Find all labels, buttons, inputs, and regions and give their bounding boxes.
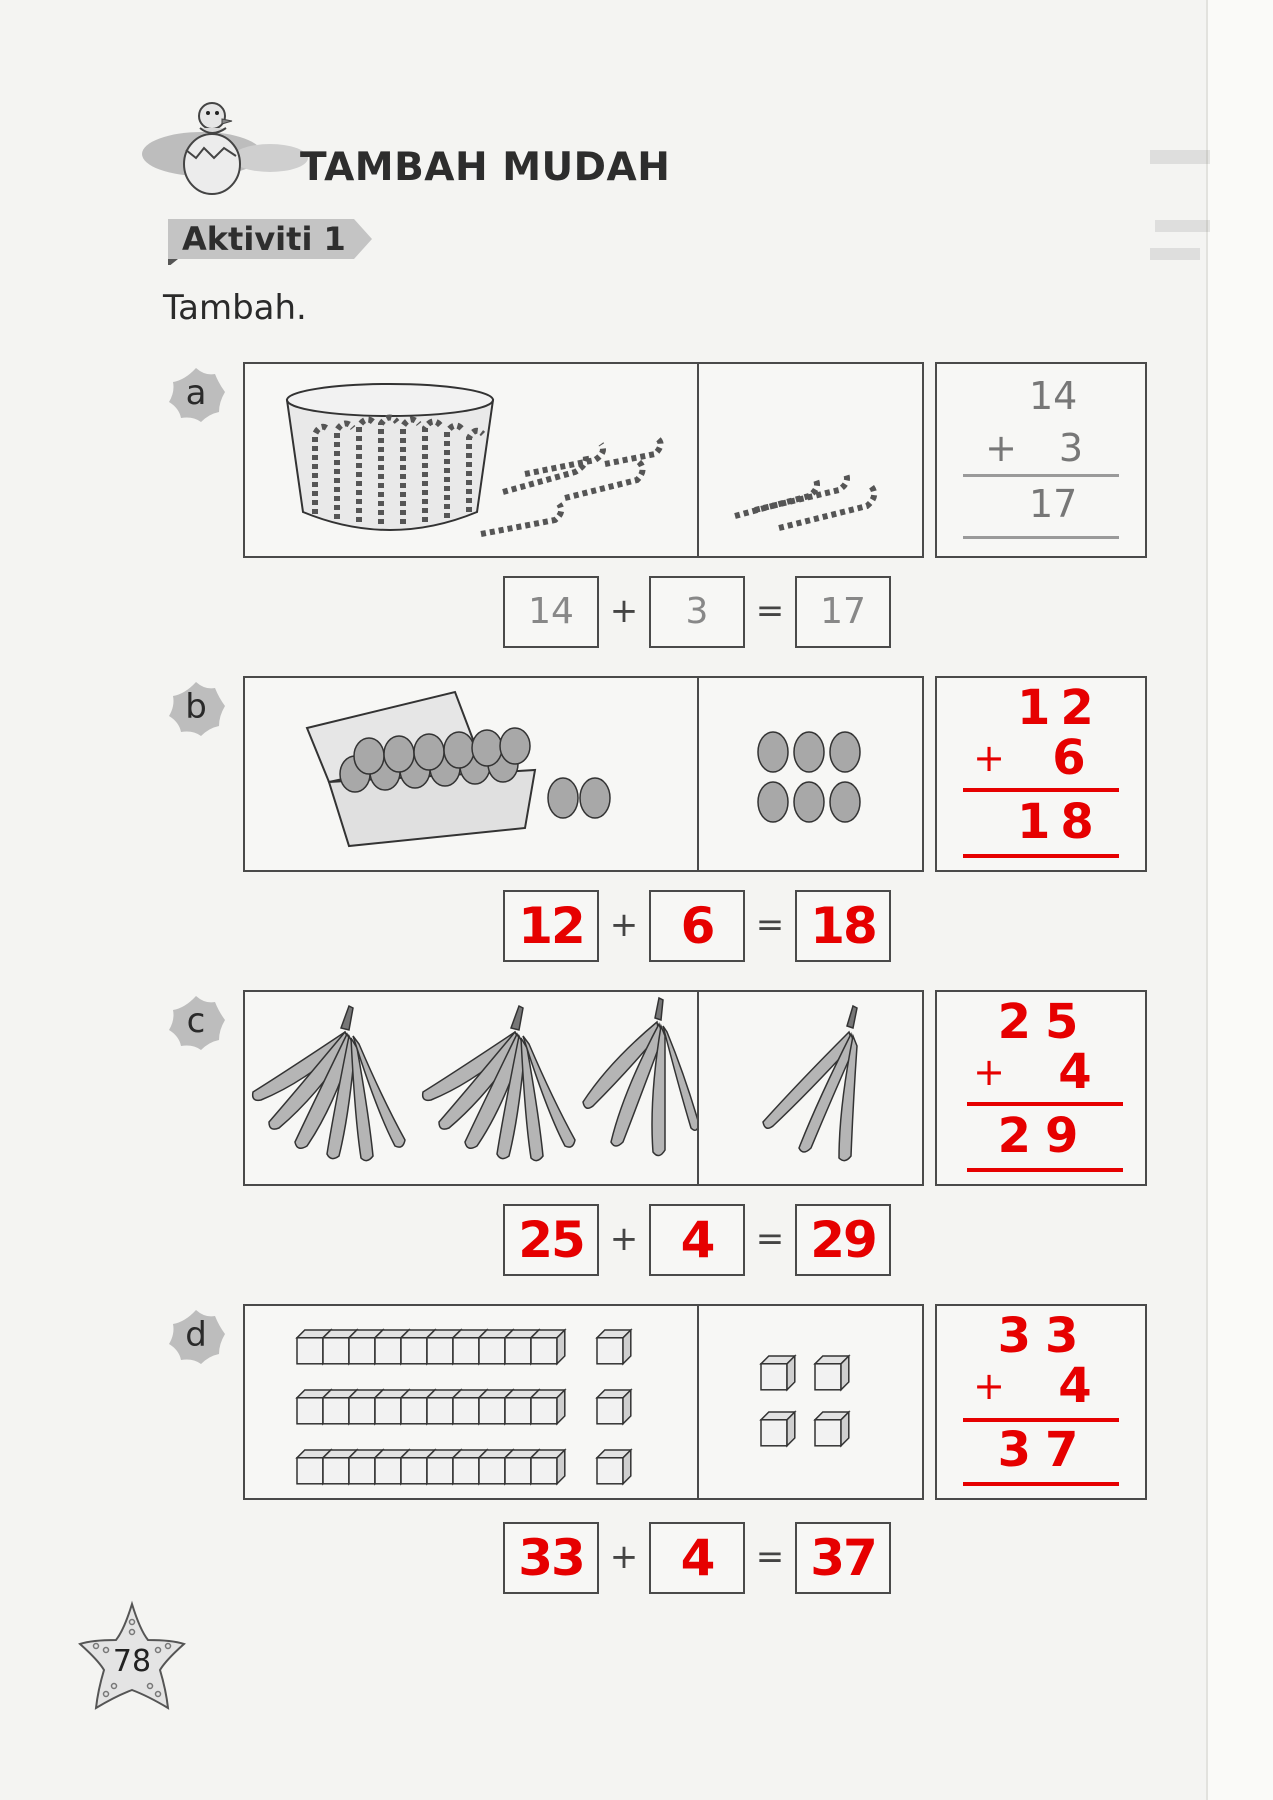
sum-line-top	[963, 474, 1119, 477]
problem-letter: c	[186, 1001, 206, 1041]
equation-box-second: 3	[649, 576, 745, 648]
equation-d	[503, 1522, 893, 1594]
equation-c	[503, 1204, 893, 1276]
vertical-calc-b	[935, 676, 1147, 872]
problem-letter: d	[185, 1315, 207, 1355]
picture-box-b	[243, 676, 924, 872]
equation-box-first: 12	[503, 890, 599, 962]
sum-line-bottom	[963, 536, 1119, 539]
egg-carton-illustration	[245, 678, 697, 870]
unit-cube	[531, 1330, 565, 1364]
plus-sign: +	[973, 1364, 1005, 1408]
equals-sign: =	[755, 905, 785, 945]
equation-box-second: 4	[649, 1522, 745, 1594]
page-title: TAMBAH MUDAH	[300, 145, 671, 190]
addend: 4	[1058, 1358, 1092, 1414]
plus-sign: +	[609, 905, 639, 945]
vertical-calc-c	[935, 990, 1147, 1186]
result: 18	[1017, 794, 1104, 850]
picture-box-c	[243, 990, 924, 1186]
equation-box-answer: 18	[795, 890, 891, 962]
ten-rod	[297, 1450, 565, 1484]
vertical-calc-d	[935, 1304, 1147, 1500]
unit-cube	[815, 1412, 849, 1446]
plus-sign: +	[609, 1219, 639, 1259]
unit-cube	[597, 1450, 631, 1484]
problem-badge-b	[165, 678, 227, 740]
plus-sign: +	[609, 1537, 639, 1577]
result: 17	[1029, 482, 1078, 526]
activity-text: Aktiviti 1	[182, 220, 346, 258]
result: 29	[997, 1108, 1093, 1164]
addend: 6	[1052, 730, 1086, 786]
problem-letter: a	[185, 373, 207, 413]
equation-box-answer: 17	[795, 576, 891, 648]
equation-box-first: 25	[503, 1204, 599, 1276]
unit-cube	[531, 1450, 565, 1484]
unit-cube	[815, 1356, 849, 1390]
equals-sign: =	[755, 1537, 785, 1577]
plus-sign: +	[973, 736, 1005, 780]
equation-box-second: 4	[649, 1204, 745, 1276]
sum-line-top	[967, 1102, 1123, 1106]
equation-box-first: 33	[503, 1522, 599, 1594]
problem-badge-a	[165, 364, 227, 426]
vertical-calc-a	[935, 362, 1147, 558]
page-number-badge	[76, 1600, 188, 1712]
ten-rod	[297, 1330, 565, 1364]
sum-line-bottom	[967, 1168, 1123, 1172]
top-tens-ones: 14	[1029, 374, 1078, 418]
page-number: 78	[112, 1644, 152, 1679]
unit-cube	[597, 1390, 631, 1424]
top-tens-ones: 33	[997, 1308, 1093, 1364]
equation-box-answer: 29	[795, 1204, 891, 1276]
unit-cube	[531, 1390, 565, 1424]
base-ten-blocks-illustration	[245, 1306, 697, 1498]
unit-cube	[761, 1356, 795, 1390]
picture-box-a	[243, 362, 924, 558]
hatching-chick-icon	[140, 92, 310, 202]
banana-bunches-illustration	[245, 992, 697, 1184]
equation-a	[503, 576, 893, 648]
result: 37	[997, 1422, 1093, 1478]
sum-line-bottom	[963, 1482, 1119, 1486]
sum-line-top	[963, 788, 1119, 792]
ten-rod	[297, 1390, 565, 1424]
plus-sign: +	[609, 591, 639, 631]
unit-cubes-illustration	[699, 1306, 922, 1498]
eggs-illustration	[699, 678, 922, 870]
equation-box-second: 6	[649, 890, 745, 962]
picture-box-d	[243, 1304, 924, 1500]
plus-sign: +	[985, 426, 1017, 470]
top-tens-ones: 25	[997, 994, 1093, 1050]
problem-letter: b	[185, 687, 207, 727]
addend: 3	[1058, 426, 1084, 470]
activity-label	[168, 215, 378, 265]
problem-badge-d	[165, 1306, 227, 1368]
plus-sign: +	[973, 1050, 1005, 1094]
problem-badge-c	[165, 992, 227, 1054]
sum-line-bottom	[963, 854, 1119, 858]
equals-sign: =	[755, 1219, 785, 1259]
banana-bunch-illustration	[699, 992, 922, 1184]
unit-cube	[597, 1330, 631, 1364]
addend: 4	[1058, 1044, 1092, 1100]
equation-b	[503, 890, 893, 962]
candy-bowl-illustration	[245, 364, 697, 556]
equals-sign: =	[755, 591, 785, 631]
equation-box-answer: 37	[795, 1522, 891, 1594]
top-tens-ones: 12	[1017, 680, 1104, 736]
unit-cube	[761, 1412, 795, 1446]
equation-box-first: 14	[503, 576, 599, 648]
bleed-through-text	[1150, 130, 1220, 290]
candy-canes-illustration	[699, 364, 922, 556]
instruction-text: Tambah.	[163, 288, 307, 328]
